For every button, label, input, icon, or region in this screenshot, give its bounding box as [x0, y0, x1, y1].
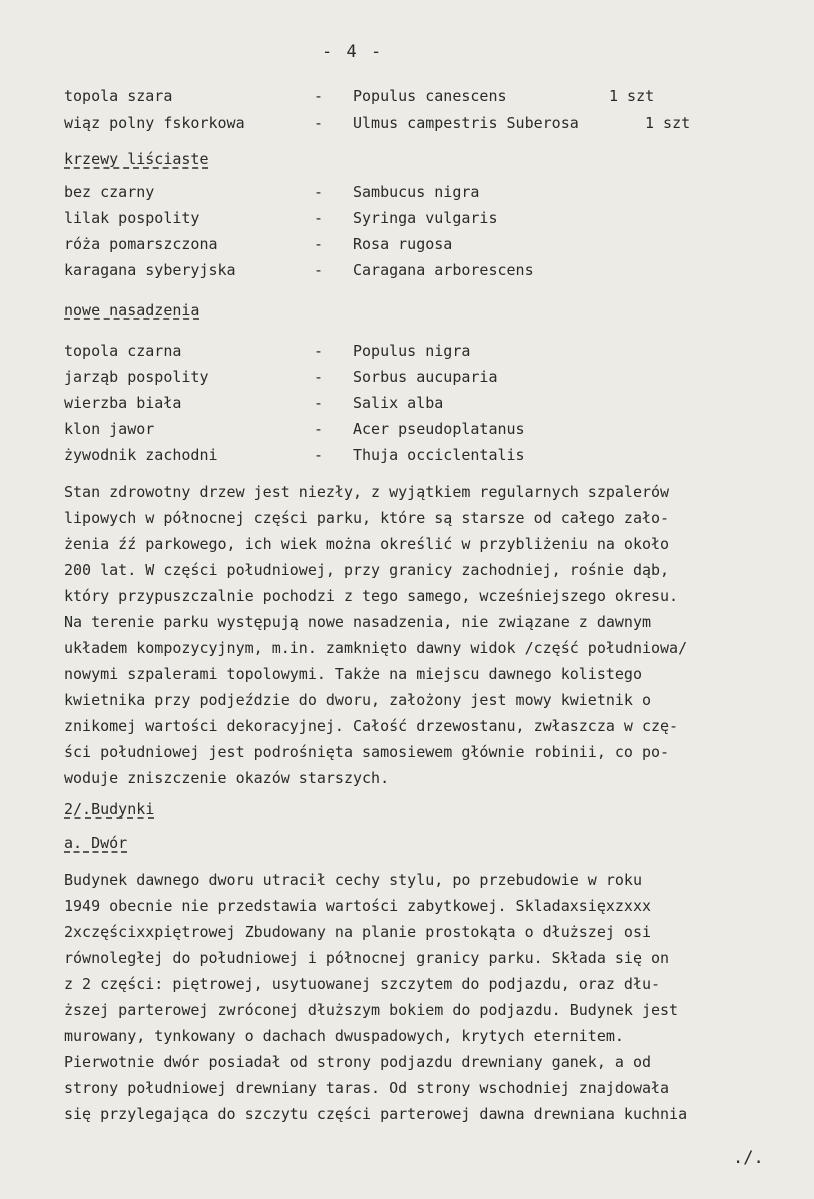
dash: - [314, 420, 324, 438]
section-heading-buildings: 2/.Budynki [64, 800, 155, 818]
section-heading-shrubs: krzewy liściaste [64, 150, 209, 168]
polish-name: topola czarna [64, 342, 182, 360]
polish-name: żywodnik zachodni [64, 446, 218, 464]
latin-name: Populus canescens [353, 87, 507, 105]
text-line: z 2 części: piętrowej, usytuowanej szczytem do podjazdu, oraz dłu- [64, 975, 661, 993]
dash: - [314, 261, 324, 279]
latin-name: Ulmus campestris Suberosa [353, 114, 579, 132]
text-line: 2xczęścixxpiętrowej Zbudowany na planie prostokąta o dłuższej osi [64, 923, 651, 941]
polish-name: wiąz polny fskorkowa [64, 114, 245, 132]
text-line: Pierwotnie dwór posiadał od strony podjazdu drewniany ganek, a od [64, 1053, 651, 1071]
text-line: Stan zdrowotny drzew jest niezły, z wyjątkiem regularnych szpalerów [64, 483, 670, 501]
paragraph-manor-description [64, 867, 814, 1127]
continuation-mark: ./. [733, 1148, 764, 1168]
latin-name: Acer pseudoplatanus [353, 420, 525, 438]
text-line: żenia źź parkowego, ich wiek można określić w przybliżeniu na około [64, 535, 670, 553]
dash: - [314, 446, 324, 464]
latin-name: Sambucus nigra [353, 183, 480, 201]
text-line: układem kompozycyjnym, m.in. zamknięto dawny widok /część południowa/ [64, 639, 688, 657]
dash: - [314, 235, 324, 253]
dash: - [314, 183, 324, 201]
section-heading-manor: a. Dwór [64, 834, 128, 852]
dash: - [314, 368, 324, 386]
latin-name: Sorbus aucuparia [353, 368, 498, 386]
text-line: kwietnika przy podjeździe do dworu, założony jest mowy kwietnik o [64, 691, 651, 709]
quantity: 1 szt [645, 114, 691, 132]
polish-name: lilak pospolity [64, 209, 200, 227]
page-number: - 4 - [322, 42, 384, 62]
polish-name: róża pomarszczona [64, 235, 218, 253]
quantity: 1 szt [609, 87, 655, 105]
latin-name: Salix alba [353, 394, 444, 412]
text-line: który przypuszczalnie pochodzi z tego samego, wcześniejszego okresu. [64, 587, 679, 605]
polish-name: klon jawor [64, 420, 155, 438]
latin-name: Syringa vulgaris [353, 209, 498, 227]
text-line: Budynek dawnego dworu utracił cechy stylu, po przebudowie w roku [64, 871, 642, 889]
dash: - [314, 342, 324, 360]
text-line: znikomej wartości dekoracyjnej. Całość drzewostanu, zwłaszcza w czę- [64, 717, 679, 735]
text-line: się przylegająca do szczytu części parterowej dawna drewniana kuchnia [64, 1105, 688, 1123]
text-line: murowany, tynkowany o dachach dwuspadowych, krytych eternitem. [64, 1027, 624, 1045]
dash: - [314, 87, 324, 105]
text-line: równoległej do południowej i północnej granicy parku. Składa się on [64, 949, 670, 967]
polish-name: karagana syberyjska [64, 261, 236, 279]
section-heading-new-plantings: nowe nasadzenia [64, 301, 200, 319]
text-line: 1949 obecnie nie przedstawia wartości zabytkowej. Skladaxsięxzxxx [64, 897, 651, 915]
text-line: 200 lat. W części południowej, przy granicy zachodniej, rośnie dąb, [64, 561, 670, 579]
latin-name: Caragana arborescens [353, 261, 534, 279]
text-line: strony południowej drewniany taras. Od strony wschodniej znajdowała [64, 1079, 670, 1097]
text-line: woduje zniszczenie okazów starszych. [64, 769, 390, 787]
dash: - [314, 209, 324, 227]
text-line: ści południowej jest podrośnięta samosiewem głównie robinii, co po- [64, 743, 670, 761]
paragraph-tree-condition [64, 479, 814, 791]
latin-name: Rosa rugosa [353, 235, 453, 253]
dash: - [314, 114, 324, 132]
dash: - [314, 394, 324, 412]
text-line: lipowych w północnej części parku, które są starsze od całego zało- [64, 509, 670, 527]
polish-name: topola szara [64, 87, 173, 105]
text-line: ższej parterowej zwróconej dłuższym bokiem do podjazdu. Budynek jest [64, 1001, 679, 1019]
latin-name: Populus nigra [353, 342, 471, 360]
polish-name: bez czarny [64, 183, 155, 201]
polish-name: wierzba biała [64, 394, 182, 412]
text-line: nowymi szpalerami topolowymi. Także na miejscu dawnego kolistego [64, 665, 642, 683]
polish-name: jarząb pospolity [64, 368, 209, 386]
text-line: Na terenie parku występują nowe nasadzenia, nie związane z dawnym [64, 613, 651, 631]
latin-name: Thuja occiclentalis [353, 446, 525, 464]
